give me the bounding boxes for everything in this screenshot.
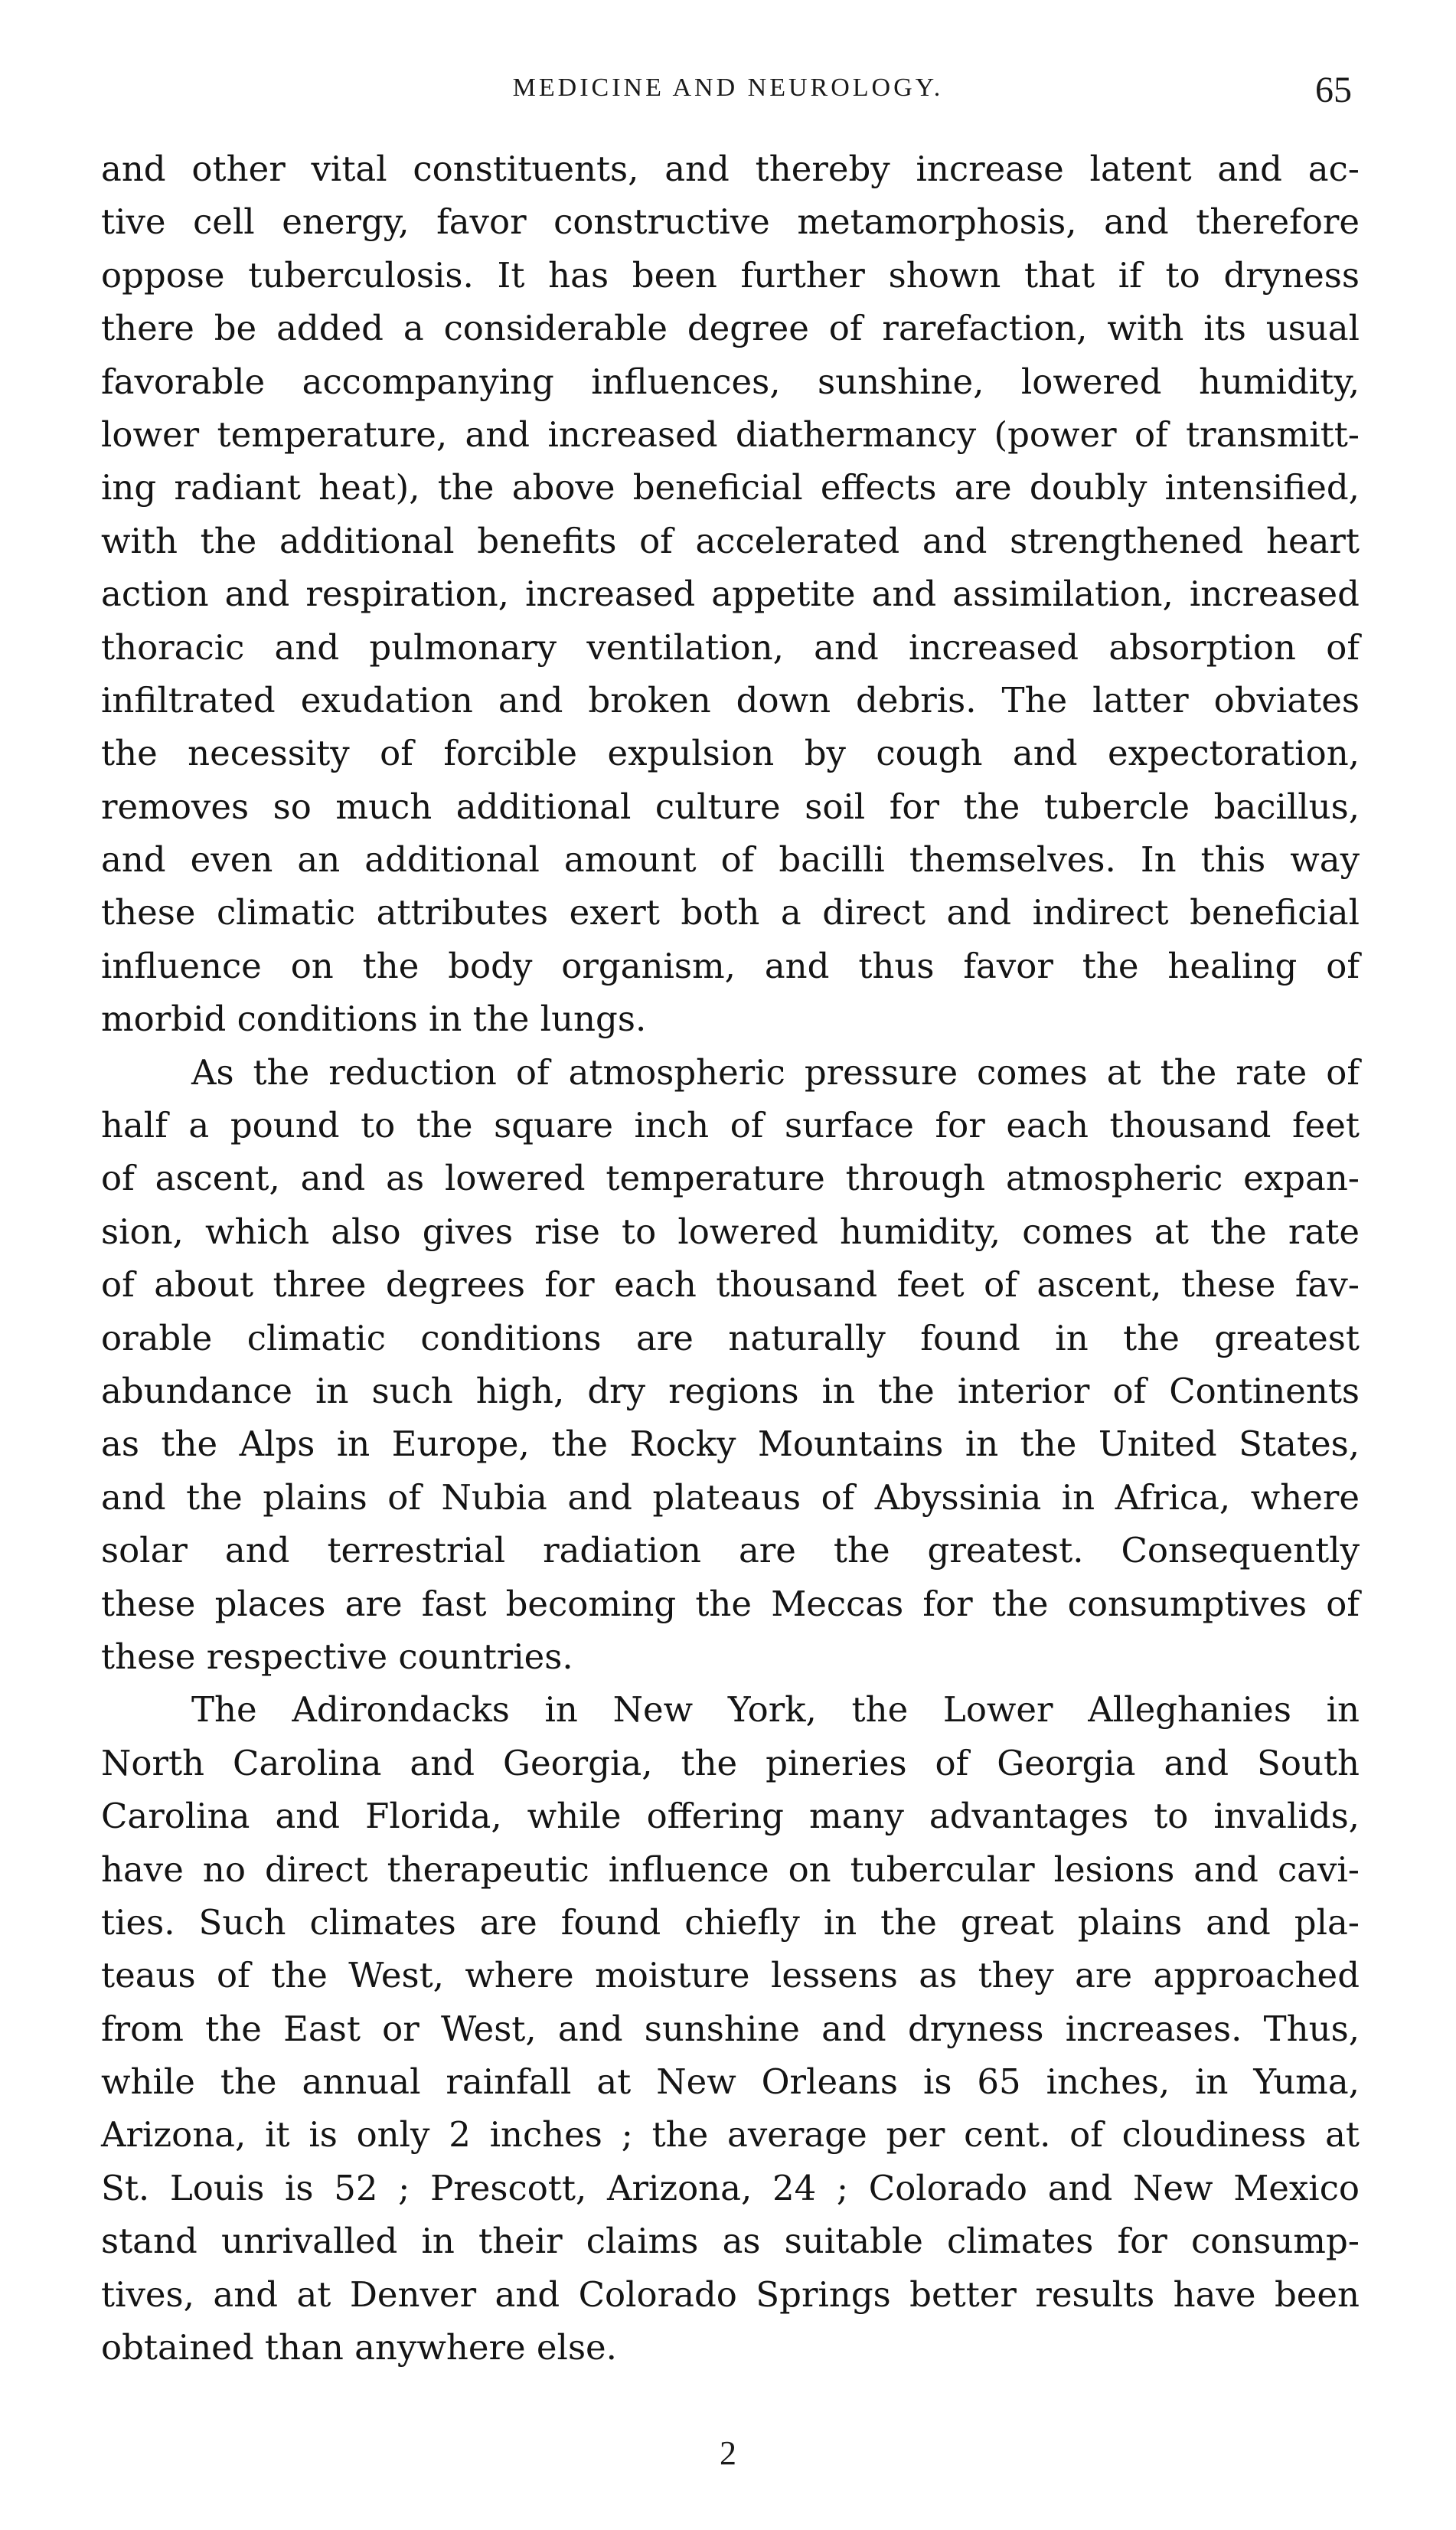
text-line: thoracic and pulmonary ventilation, and increased absorption of	[101, 626, 1360, 668]
text-line: action and respiration, increased appetite and assimilation, increased	[101, 574, 1360, 615]
text-line: with the additional benefits of accelerated and strengthened heart	[101, 520, 1360, 561]
text-line: influence on the body organism, and thus favor the healing of	[101, 945, 1360, 986]
text-line: The Adirondacks in New York, the Lower Alleghanies in	[191, 1689, 1360, 1731]
text-line: ing radiant heat), the above beneficial effects are doubly intensified,	[101, 467, 1360, 508]
text-line: favorable accompanying influences, sunshine, lowered humidity,	[101, 361, 1360, 402]
text-line: and the plains of Nubia and plateaus of Abyssinia in Africa, where	[101, 1476, 1360, 1518]
text-line: half a pound to the square inch of surface for each thousand feet	[101, 1105, 1360, 1146]
text-line: tives, and at Denver and Colorado Springs better results have been	[101, 2273, 1360, 2315]
text-line: these places are fast becoming the Meccas for the consumptives of	[101, 1583, 1360, 1624]
text-line: there be added a considerable degree of rarefaction, with its usual	[101, 308, 1360, 349]
text-line: lower temperature, and increased diathermancy (power of transmitt-	[101, 413, 1360, 455]
text-line: while the annual rainfall at New Orleans is 65 inches, in Yuma,	[101, 2061, 1360, 2103]
text-line: stand unrivalled in their claims as suitable climates for consump-	[101, 2221, 1360, 2262]
text-line: as the Alps in Europe, the Rocky Mountains in the United States,	[101, 1424, 1360, 1465]
text-line: these respective countries.	[101, 1636, 573, 1677]
text-line: of about three degrees for each thousand feet of ascent, these fav-	[101, 1264, 1360, 1306]
paragraph-1	[101, 142, 1360, 1046]
text-line: Arizona, it is only 2 inches ; the average per cent. of cloudiness at	[101, 2114, 1360, 2156]
text-line: teaus of the West, where moisture lessens as they are approached	[101, 1955, 1360, 1996]
text-line: St. Louis is 52 ; Prescott, Arizona, 24 ; Colorado and New Mexico	[101, 2167, 1360, 2208]
text-line: of ascent, and as lowered temperature through atmospheric expan-	[101, 1158, 1360, 1199]
paragraph-3	[101, 1683, 1360, 2374]
running-title: MEDICINE AND NEUROLOGY.	[512, 74, 944, 102]
text-line: these climatic attributes exert both a direct and indirect beneficial	[101, 892, 1360, 933]
text-line: obtained than anywhere else.	[101, 2327, 617, 2368]
text-line: tive cell energy, favor constructive metamorphosis, and therefore	[101, 201, 1360, 243]
text-line: removes so much additional culture soil for the tubercle bacillus,	[101, 786, 1360, 827]
text-line: solar and terrestrial radiation are the greatest. Consequently	[101, 1530, 1360, 1571]
text-line: have no direct therapeutic influence on tubercular lesions and cavi-	[101, 1848, 1360, 1890]
page-number: 65	[1315, 70, 1352, 110]
text-line: ties. Such climates are found chiefly in the great plains and pla-	[101, 1901, 1360, 1943]
text-line: infiltrated exudation and broken down debris. The latter obviates	[101, 679, 1360, 721]
text-line: and even an additional amount of bacilli themselves. In this way	[101, 839, 1360, 881]
text-line: morbid conditions in the lungs.	[101, 999, 647, 1040]
text-line: oppose tuberculosis. It has been further shown that if to dryness	[101, 254, 1360, 296]
text-line: sion, which also gives rise to lowered humidity, comes at the rate	[101, 1211, 1360, 1252]
text-line: North Carolina and Georgia, the pineries of Georgia and South	[101, 1742, 1360, 1783]
text-line: from the East or West, and sunshine and dryness increases. Thus,	[101, 2008, 1360, 2049]
paragraph-2	[101, 1046, 1360, 1684]
text-line: the necessity of forcible expulsion by cough and expectoration,	[101, 733, 1360, 774]
text-line: and other vital constituents, and thereby increase latent and ac-	[101, 149, 1360, 189]
text-line: As the reduction of atmospheric pressure comes at the rate of	[191, 1051, 1360, 1093]
text-line: orable climatic conditions are naturally found in the greatest	[101, 1317, 1360, 1358]
body-text	[101, 142, 1360, 2374]
text-line: Carolina and Florida, while offering many advantages to invalids,	[101, 1796, 1360, 1837]
running-head	[0, 70, 1456, 119]
signature-mark: 2	[720, 2434, 736, 2472]
text-line: abundance in such high, dry regions in the interior of Continents	[101, 1370, 1360, 1411]
